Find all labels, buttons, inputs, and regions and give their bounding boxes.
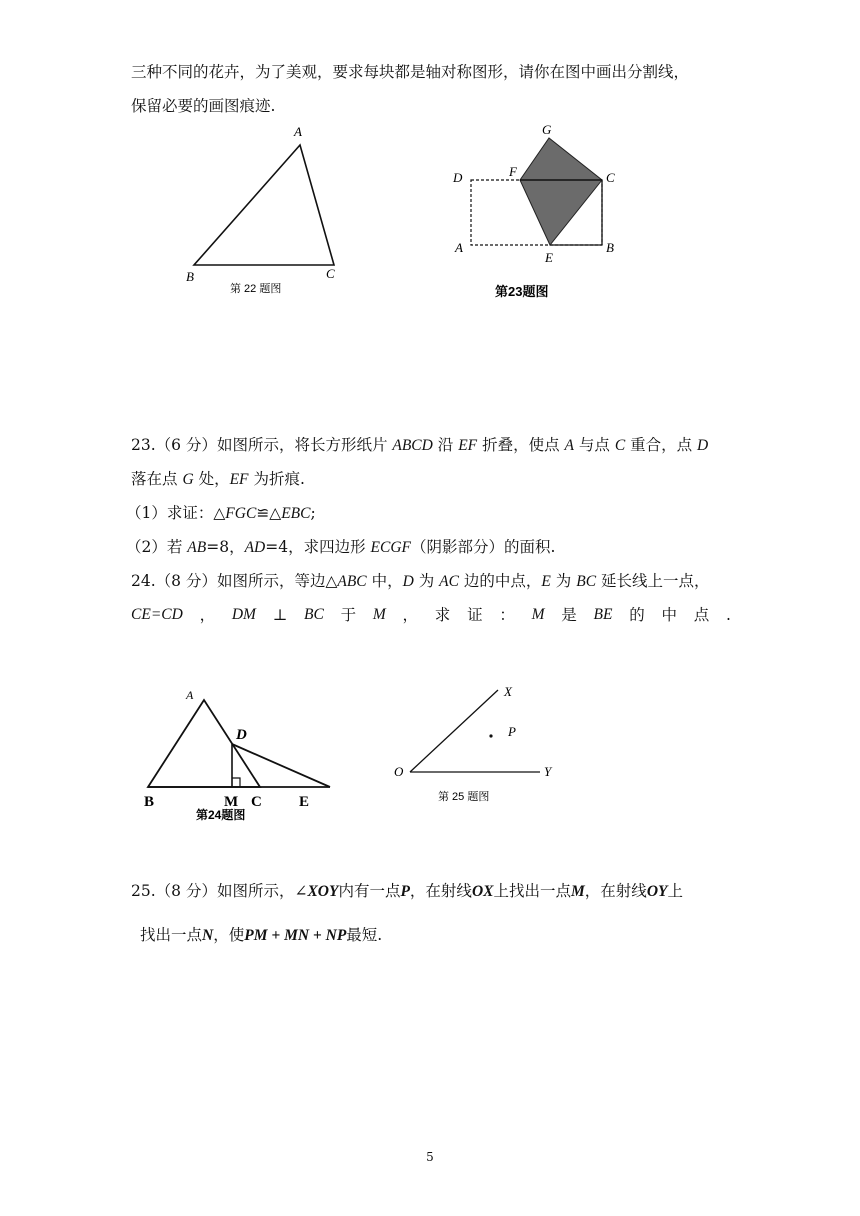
- shaded-quad-ecgf: [520, 138, 602, 245]
- figure-23: [445, 118, 635, 308]
- label-b: B: [144, 794, 155, 810]
- label-a: A: [455, 240, 463, 255]
- label-p: P: [508, 724, 516, 739]
- figure-22: [180, 118, 360, 298]
- q24-line-1: 24.（8 分）如图所示，等边△ABC 中，D 为 AC 边的中点，E 为 BC 延长线上一点，: [131, 572, 710, 590]
- ray-ox: [410, 690, 498, 772]
- label-c: C: [326, 266, 335, 281]
- point-p: [489, 734, 492, 737]
- label-b: B: [606, 240, 614, 255]
- label-d: D: [236, 727, 247, 743]
- q23-line-2: 落在点 G 处，EF 为折痕.: [131, 470, 305, 488]
- label-e: E: [299, 794, 310, 810]
- figure-23-caption: 第23题图: [495, 284, 549, 299]
- label-m: M: [224, 794, 239, 810]
- label-d: D: [453, 170, 463, 185]
- label-c: C: [606, 170, 615, 185]
- figure-22-caption: 第 22 题图: [230, 283, 282, 295]
- q25-line-1: 25.（8 分）如图所示，∠XOY内有一点P，在射线OX上找出一点M，在射线OY上: [131, 882, 683, 900]
- label-o: O: [394, 764, 404, 779]
- triangle-abc: [194, 145, 334, 265]
- intro-line-1: 三种不同的花卉，为了美观，要求每块都是轴对称图形，请你在图中画出分割线，: [131, 63, 690, 81]
- label-c: C: [251, 794, 262, 810]
- page-number: 5: [426, 1150, 434, 1164]
- triangle-abc: [148, 700, 260, 787]
- label-g: G: [542, 122, 552, 137]
- q25-line-2: 找出一点N，使PM + MN + NP最短.: [140, 926, 383, 944]
- right-angle-mark: [232, 778, 240, 787]
- q23-line-1: 23.（6 分）如图所示，将长方形纸片 ABCD 沿 EF 折叠，使点 A 与点 C 重合，点 D: [131, 436, 709, 454]
- label-x: X: [504, 684, 512, 699]
- label-e: E: [545, 250, 553, 265]
- q23-line-4: （2）若 AB=8，AD=4，求四边形 ECGF（阴影部分）的面积.: [126, 538, 556, 556]
- label-a: A: [294, 124, 302, 139]
- figure-24: [140, 680, 340, 830]
- q24-line-2: CE=CD ， DM ⊥ BC 于 M ， 求 证 ： M 是 BE 的 中 点 .: [131, 606, 731, 624]
- intro-line-2: 保留必要的画图痕迹.: [131, 97, 276, 115]
- q23-line-3: （1）求证：△FGC≌△EBC;: [126, 504, 316, 522]
- figure-24-caption: 第24题图: [196, 808, 246, 822]
- label-a: A: [186, 688, 194, 702]
- label-y: Y: [544, 764, 552, 779]
- label-f: F: [509, 164, 517, 179]
- figure-25: [390, 680, 590, 810]
- label-b: B: [186, 269, 194, 284]
- figure-25-caption: 第 25 题图: [438, 791, 490, 803]
